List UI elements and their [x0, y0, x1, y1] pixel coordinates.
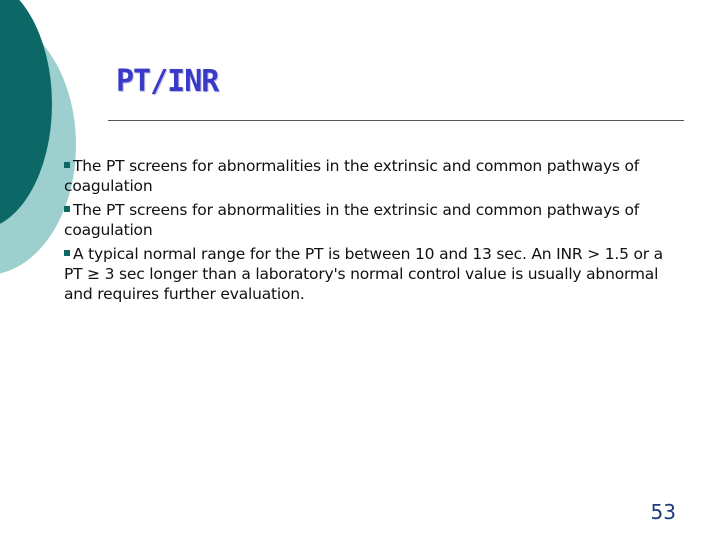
page-number: 53 [650, 500, 676, 524]
bullet-list [64, 156, 664, 308]
title-divider [108, 120, 684, 121]
bullet-item [64, 156, 664, 196]
square-bullet-icon [64, 250, 70, 256]
bullet-item [64, 200, 664, 240]
bullet-text: A typical normal range for the PT is between 10 and 13 sec. An INR > 1.5 or a PT ≥ 3 sec longer than a laboratory's normal control value is usually abnormal and requires further evaluation. [64, 245, 663, 303]
square-bullet-icon [64, 162, 70, 168]
bullet-item [64, 244, 664, 304]
square-bullet-icon [64, 206, 70, 212]
bullet-text: The PT screens for abnormalities in the extrinsic and common pathways of coagulation [64, 157, 640, 195]
bullet-text: The PT screens for abnormalities in the extrinsic and common pathways of coagulation [64, 201, 640, 239]
slide-title: PT/INR [116, 64, 219, 99]
